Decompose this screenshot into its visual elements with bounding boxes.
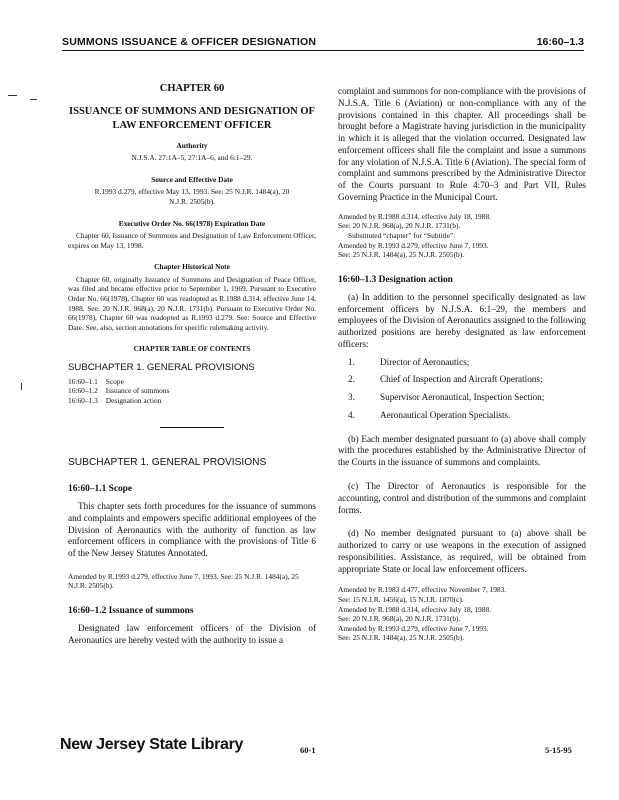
authority-text: N.J.S.A. 27:1A–5, 27:1A–6, and 6:1–29. bbox=[131, 153, 253, 163]
toc-label: CHAPTER TABLE OF CONTENTS bbox=[133, 344, 251, 354]
list-item: 3. Supervisor Aeronautical, Inspection Section; bbox=[348, 392, 545, 403]
page-number: 60-1 bbox=[300, 745, 316, 755]
list-item: 4. Aeronautical Operation Specialists. bbox=[348, 409, 511, 420]
toc-title: Issuance of summons bbox=[105, 386, 170, 396]
right-column bbox=[338, 60, 586, 643]
amendment-line: See: 20 N.J.R. 968(a), 20 N.J.R. 1731(b). bbox=[338, 221, 461, 231]
toc-num: 16:60–1.1 bbox=[68, 377, 98, 387]
library-stamp: New Jersey State Library bbox=[60, 736, 244, 753]
amendment-line: Amended by R.1993 d.279, effective June 7, 1993. bbox=[338, 240, 489, 250]
amendment-line: Amended by R.1988 d.314, effective July 18, 1988. bbox=[338, 604, 491, 614]
header-section-number: 16:60–1.3 bbox=[536, 36, 584, 48]
toc-row[interactable] bbox=[68, 396, 177, 405]
amendment-line: Substituted “chapter” for “Subtitle”. bbox=[348, 230, 456, 240]
toc-row[interactable] bbox=[68, 377, 177, 386]
toc-subchapter: SUBCHAPTER 1. GENERAL PROVISIONS bbox=[68, 361, 255, 373]
section-1-3-a: (a) In addition to the personnel specifically designated as law enforcement officers by N.J.S.A. 6:1–29, the members and employees of the Division of Aeronautics assigned to the following authorized positions are hereby designated as law enforcement officers: bbox=[338, 291, 586, 349]
amendment-line: See: 25 N.J.R. 1484(a), 25 N.J.R. 2505(b). bbox=[338, 250, 465, 260]
left-column bbox=[68, 60, 316, 647]
source-text: R.1993 d.279, effective May 13, 1993. See: 25 N.J.R. 1484(a), 20 N.J.R. 2505(b). bbox=[94, 187, 290, 206]
source-label: Source and Effective Date bbox=[151, 174, 233, 184]
toc-title: Scope bbox=[105, 377, 124, 387]
section-1-3-heading: 16:60–1.3 Designation action bbox=[338, 274, 453, 285]
toc-num: 16:60–1.3 bbox=[68, 395, 98, 405]
exec-order-text: Chapter 60, Issuance of Summons and Designation of Law Enforcement Officer, expires on May 13, 1998. bbox=[68, 230, 316, 250]
toc-title: Designation action bbox=[105, 395, 162, 405]
section-1-3-c: (c) The Director of Aeronautics is responsible for the accounting, control and distribution of the summons and complaint forms. bbox=[338, 481, 586, 515]
toc-num: 16:60–1.2 bbox=[68, 386, 98, 396]
amendment-line: Amended by R.1983 d.477, effective November 7, 1983. bbox=[338, 585, 507, 595]
section-1-1-amendment: Amended by R.1993 d.279, effective June 7, 1993. See: 25 N.J.R. 1484(a), 25 N.J.R. 2505(b). bbox=[68, 571, 299, 591]
margin-mark bbox=[30, 99, 37, 100]
history-text: Chapter 60, originally Issuance of Summons and Designation of Peace Officer, was filed and became effective prior to September 1, 1969. Pursuant to Executive Order No. 66(1978), Chapter 60 was readopted as R.1988 d.314, effective June 14, 1988. See: 20 N.J.R. 968(a), 20 N.J.R. 1731(b). Pursuant to Executive Order No. 66(1978), Chapter 60 was readopted as R.1993 d.279. See: Source and Effective Date. See, also, section annotations for specific rulemaking activity. bbox=[68, 274, 316, 332]
section-1-3-b: (b) Each member designated pursuant to (a) above shall comply with the procedures established by the Administrative Director of the Courts in the issuance of summons and complaints. bbox=[338, 433, 586, 468]
subchapter-heading: SUBCHAPTER 1. GENERAL PROVISIONS bbox=[68, 456, 267, 468]
chapter-number: CHAPTER 60 bbox=[159, 83, 225, 94]
positions-list bbox=[338, 357, 586, 422]
section-1-2-heading: 16:60–1.2 Issuance of summons bbox=[68, 606, 194, 617]
page-date: 5-15-95 bbox=[545, 745, 572, 755]
section-1-3-d: (d) No member designated pursuant to (a) above shall be authorized to carry or use weapons in the execution of assigned responsibilities. Assistance, as required, will be obtained from appropriate State or local law enforcement officers. bbox=[338, 528, 586, 574]
section-1-1-text: This chapter sets forth procedures for the issuance of summons and complaints and empowers specific additional employees of the Division of Aeronautics with the authority of function as law enforcement officers in compliance with the provisions of Title 6 of the New Jersey Statutes Annotated. bbox=[68, 501, 316, 559]
list-item: 2. Chief of Inspection and Aircraft Operations; bbox=[348, 374, 543, 385]
header-title: SUMMONS ISSUANCE & OFFICER DESIGNATION bbox=[62, 36, 317, 48]
section-1-2-amendments bbox=[338, 212, 586, 260]
margin-mark bbox=[8, 95, 17, 96]
section-1-2-text: Designated law enforcement officers of the Division of Aeronautics are hereby vested with the authority to issue a bbox=[68, 623, 316, 645]
margin-mark bbox=[21, 383, 22, 390]
running-header bbox=[62, 36, 584, 51]
chapter-title: ISSUANCE OF SUMMONS AND DESIGNATION OF LAW ENFORCEMENT OFFICER bbox=[69, 106, 315, 131]
amendment-line: See: 20 N.J.R. 968(a), 20 N.J.R. 1731(b). bbox=[338, 614, 461, 624]
section-divider bbox=[160, 427, 224, 428]
authority-label: Authority bbox=[176, 140, 208, 150]
history-label: Chapter Historical Note bbox=[154, 262, 230, 272]
list-item: 1. Director of Aeronautics; bbox=[348, 356, 470, 367]
amendment-line: Amended by R.1988 d.314, effective July 18, 1988. bbox=[338, 211, 491, 221]
toc-table bbox=[68, 377, 177, 405]
amendment-line: Amended by R.1993 d.279, effective June 7, 1993. bbox=[338, 623, 489, 633]
amendment-line: See: 15 N.J.R. 1456(a), 15 N.J.R. 1870(c). bbox=[338, 594, 464, 604]
section-1-1-heading: 16:60–1.1 Scope bbox=[68, 483, 133, 494]
amendment-line: See: 25 N.J.R. 1484(a), 25 N.J.R. 2505(b). bbox=[338, 633, 465, 643]
section-1-3-amendments bbox=[338, 585, 586, 643]
exec-order-label: Executive Order No. 66(1978) Expiration Date bbox=[118, 218, 266, 228]
toc-row[interactable] bbox=[68, 386, 177, 395]
section-1-2-continued: complaint and summons for non-compliance with the provisions of N.J.S.A. Title 6 (Aviation) or non-compliance with any of the provisions contained in this chapter. All proceedings shall be brought before a Magistrate having jurisdiction in the municipality in which it is alleged that the violation occurred. Designated law enforcement officers shall file the complaint and issue a summons for any violation of N.J.S.A. Title 6 (Aviation). The special form of complaint and summons prescribed by the Administrative Director of the Courts pursuant to Rule 4:70–3 and Part VII, Rules Governing Practice in the Municipal Court. bbox=[338, 86, 586, 202]
